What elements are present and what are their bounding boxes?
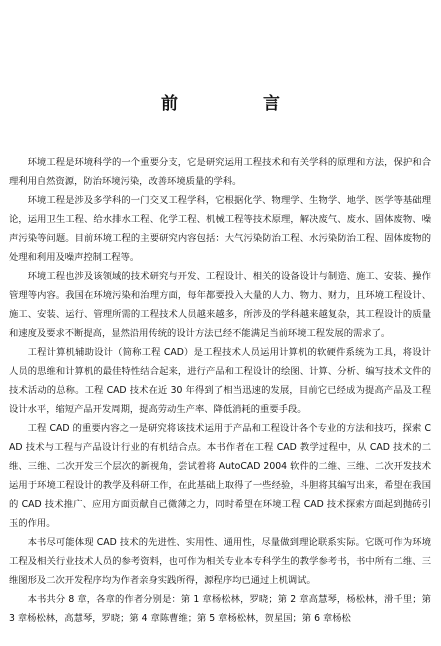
paragraph-2: 环境工程是涉及多学科的一门交叉工程学科，它根据化学、物理学、生物学、地学、医学等基础理论，运用卫生工程、给水排水工程、化学工程、机械工程等技术原理，解决废气、废水、固体废物、噪声污染等问题。目前环境工程的主要研究内容包括：大气污染防治工程、水污染防治工程、固体废物的处理和利用及噪声控制工程等。 bbox=[9, 195, 431, 263]
paragraph-7: 本书共分 8 章，各章的作者分别是：第 1 章杨松林，罗晓；第 2 章高慧琴，杨松林，滑千里；第 3 章杨松林，高慧琴，罗晓；第 4 章陈曹维；第 5 章杨松林，贺星国；第 6 章杨松 bbox=[9, 594, 431, 624]
paragraph-1: 环境工程是环境科学的一个重要分支，它是研究运用工程技术和有关学科的原理和方法，保护和合理利用自然资源，防治环境污染，改善环境质量的学科。 bbox=[9, 157, 431, 187]
paragraph-6: 本书尽可能体现 CAD 技术的先进性、实用性、通用性，尽量做到理论联系实际。它既可作为环境工程及相关行业技术人员的参考资料，也可作为相关专业本专科学生的教学参考书，书中所有二维、三维图形及二次开发程序均为作者亲身实践所得，源程序均已通过上机调试。 bbox=[9, 537, 431, 586]
paragraph-3: 环境工程也涉及该领域的技术研究与开发、工程设计、相关的设备设计与制造、施工、安装、操作管理等内容。我国在环境污染和治理方面，每年都要投入大量的人力、物力、财力，且环境工程设计、施工、安装、运行、管理所需的工程技术人员越来越多，所涉及的学科越来越复杂，其工程设计的质量和速度及要求不断提高，显然沿用传统的设计方法已经不能满足当前环境工程发展的需求了。 bbox=[9, 271, 431, 339]
preface-body bbox=[9, 153, 431, 628]
paragraph-4: 工程计算机辅助设计（简称工程 CAD）是工程技术人员运用计算机的软硬件系统为工具，将设计人员的思维和计算机的最佳特性结合起来，进行产品和工程设计的绘图、计算、分析、编写技术文件的技术活动的总称。工程 CAD 技术在近 30 年得到了相当迅速的发展，目前它已经成为提高产品及工程设计水平，缩短产品开发周期，提高劳动生产率、降低消耗的重要手段。 bbox=[9, 347, 431, 415]
paragraph-5: 工程 CAD 的重要内容之一是研究将该技术运用于产品和工程设计各个专业的方法和技巧，探索 CAD 技术与工程与产品设计行业的有机结合点。本书作者在工程 CAD 教学过程中，从 CAD 技术的二维、三维、二次开发三个层次的新视角，尝试着将 AutoCAD 2004 软件的二维、三维、二次开发技术运用于环境工程设计的教学及科研工作，在此基础上取得了一些经验，斗胆将其编写出来，希望在我国的 CAD 技术推广、应用方面贡献自己微薄之力，同时希望在环境工程 CAD 技术探索方面起到抛砖引玉的作用。 bbox=[9, 423, 431, 529]
page-title: 前 言 bbox=[161, 94, 314, 114]
